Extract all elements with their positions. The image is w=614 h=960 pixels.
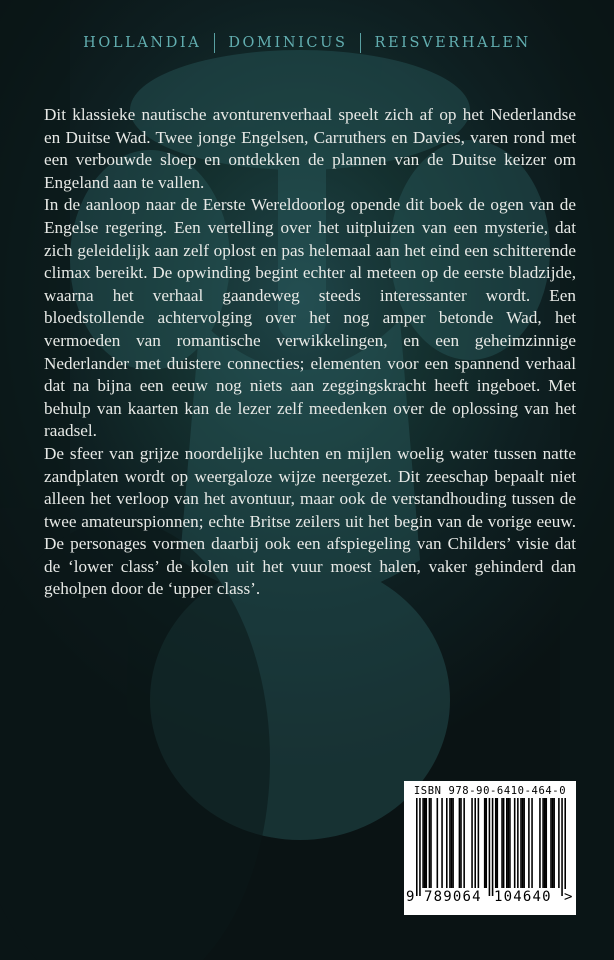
barcode-bar: [422, 798, 424, 888]
isbn-right-group: 104640: [494, 889, 552, 905]
series-item-reisverhalen: REISVERHALEN: [374, 35, 531, 51]
barcode-bar: [553, 798, 555, 888]
blurb-paragraph: In de aanloop naar de Eerste Wereldoorlog opende dit boek de ogen van de Engelse regering. Een vertelling over het uitpluizen van een mysterie, dat zich geleidelijk aan zelf oplost en pas helemaal aan het eind een schitterende climax bereikt. De opwinding begint echter al meteen op de eerste bladzijde, waarna het verhaal gaandeweg steeds interessanter wordt. Een bloedstollende achtervolging over het nog amper betonde Wad, het vermoeden van romantische verwikkelingen, en een geheimzinnige Nederlander met duistere connecties; elementen voor een spannend verhaal dat na bijna een eeuw nog niets aan zeggingskracht heeft ingeboet. Met behulp van kaarten kan de lezer zelf meedenken over de oplossing van het raadsel.: [44, 195, 576, 441]
barcode-bar: [471, 798, 473, 888]
barcode-bar: [545, 798, 547, 888]
isbn-label: ISBN 978-90-6410-464-0: [413, 785, 567, 797]
barcode-bar: [517, 798, 519, 888]
barcode-bar: [561, 798, 563, 896]
barcode-bars: [416, 798, 566, 896]
barcode-bar: [449, 798, 451, 888]
barcode-bar: [419, 798, 421, 896]
barcode-bar: [497, 798, 499, 888]
barcode-bar: [437, 798, 439, 888]
barcode-bar: [544, 798, 546, 888]
isbn-quiet-zone-mark: >: [564, 889, 574, 905]
barcode-bar: [528, 798, 530, 888]
barcode-bar: [531, 798, 533, 888]
barcode-bar: [509, 798, 511, 888]
barcode-bar: [463, 798, 465, 888]
barcode-bar: [558, 798, 560, 888]
barcode-bar: [478, 798, 480, 888]
barcode-bar: [416, 798, 418, 896]
barcode-bar: [489, 798, 491, 896]
barcode-bar: [459, 798, 461, 888]
barcode-bar: [508, 798, 510, 888]
barcode-bar: [520, 798, 522, 888]
isbn-barcode: [404, 781, 576, 915]
barcode-bar: [451, 798, 453, 888]
barcode-bar: [522, 798, 524, 888]
barcode-bar: [429, 798, 431, 888]
barcode-bar: [552, 798, 554, 888]
barcode-bar: [460, 798, 462, 888]
barcode-bar: [550, 798, 552, 888]
blurb-paragraph: De sfeer van grijze noordelijke luchten en mijlen woelig water tussen natte zandplaten wordt op weergaloze wijze neergezet. Dit zeeschap bepaalt niet alleen het verloop van het avontuur, maar ook de verstandhouding tussen de twee amateurspionnen; echte Britse zeilers uit het begin van de vorige eeuw. De personages vormen daarbij ook een afspiegeling van Childers’ visie dat de ‘lower class’ de kolen uit het vuur moest halen, vaker gehinderd dan geholpen door de ‘upper class’.: [44, 443, 576, 599]
isbn-lead-digit: 9: [406, 889, 416, 905]
barcode-bar: [523, 798, 525, 888]
barcode-bar: [506, 798, 508, 888]
series-divider: [360, 33, 361, 53]
barcode-bar: [514, 798, 516, 888]
barcode-bar: [425, 798, 427, 888]
blurb-text: [44, 104, 576, 601]
barcode-bar: [424, 798, 426, 888]
blurb-paragraph: Dit klassieke nautische avonturenverhaal speelt zich af op het Nederlandse en Duitse Wad. Twee jonge Engelsen, Carruthers en Davies, varen rond met een verbouwde sloep en ontdekken de plannen van de Duitse keizer om Engeland aan te vallen.: [44, 105, 576, 192]
barcode-bar: [441, 798, 443, 888]
series-header: [0, 33, 614, 53]
barcode-bar: [452, 798, 454, 888]
barcode-bar: [484, 798, 486, 888]
series-item-hollandia: HOLLANDIA: [83, 35, 202, 51]
barcode-bar: [485, 798, 487, 888]
barcode-bar: [539, 798, 541, 888]
barcode-bar: [564, 798, 566, 896]
series-divider: [214, 33, 215, 53]
barcode-bar: [495, 798, 497, 888]
barcode-bar: [492, 798, 494, 896]
barcode-bar: [503, 798, 505, 888]
barcode-bar: [446, 798, 448, 888]
barcode-bar: [542, 798, 544, 888]
isbn-left-group: 789064: [424, 889, 482, 905]
barcode-bar: [430, 798, 432, 888]
barcode-bar: [474, 798, 476, 888]
barcode-bar: [501, 798, 503, 888]
series-item-dominicus: DOMINICUS: [228, 35, 348, 51]
